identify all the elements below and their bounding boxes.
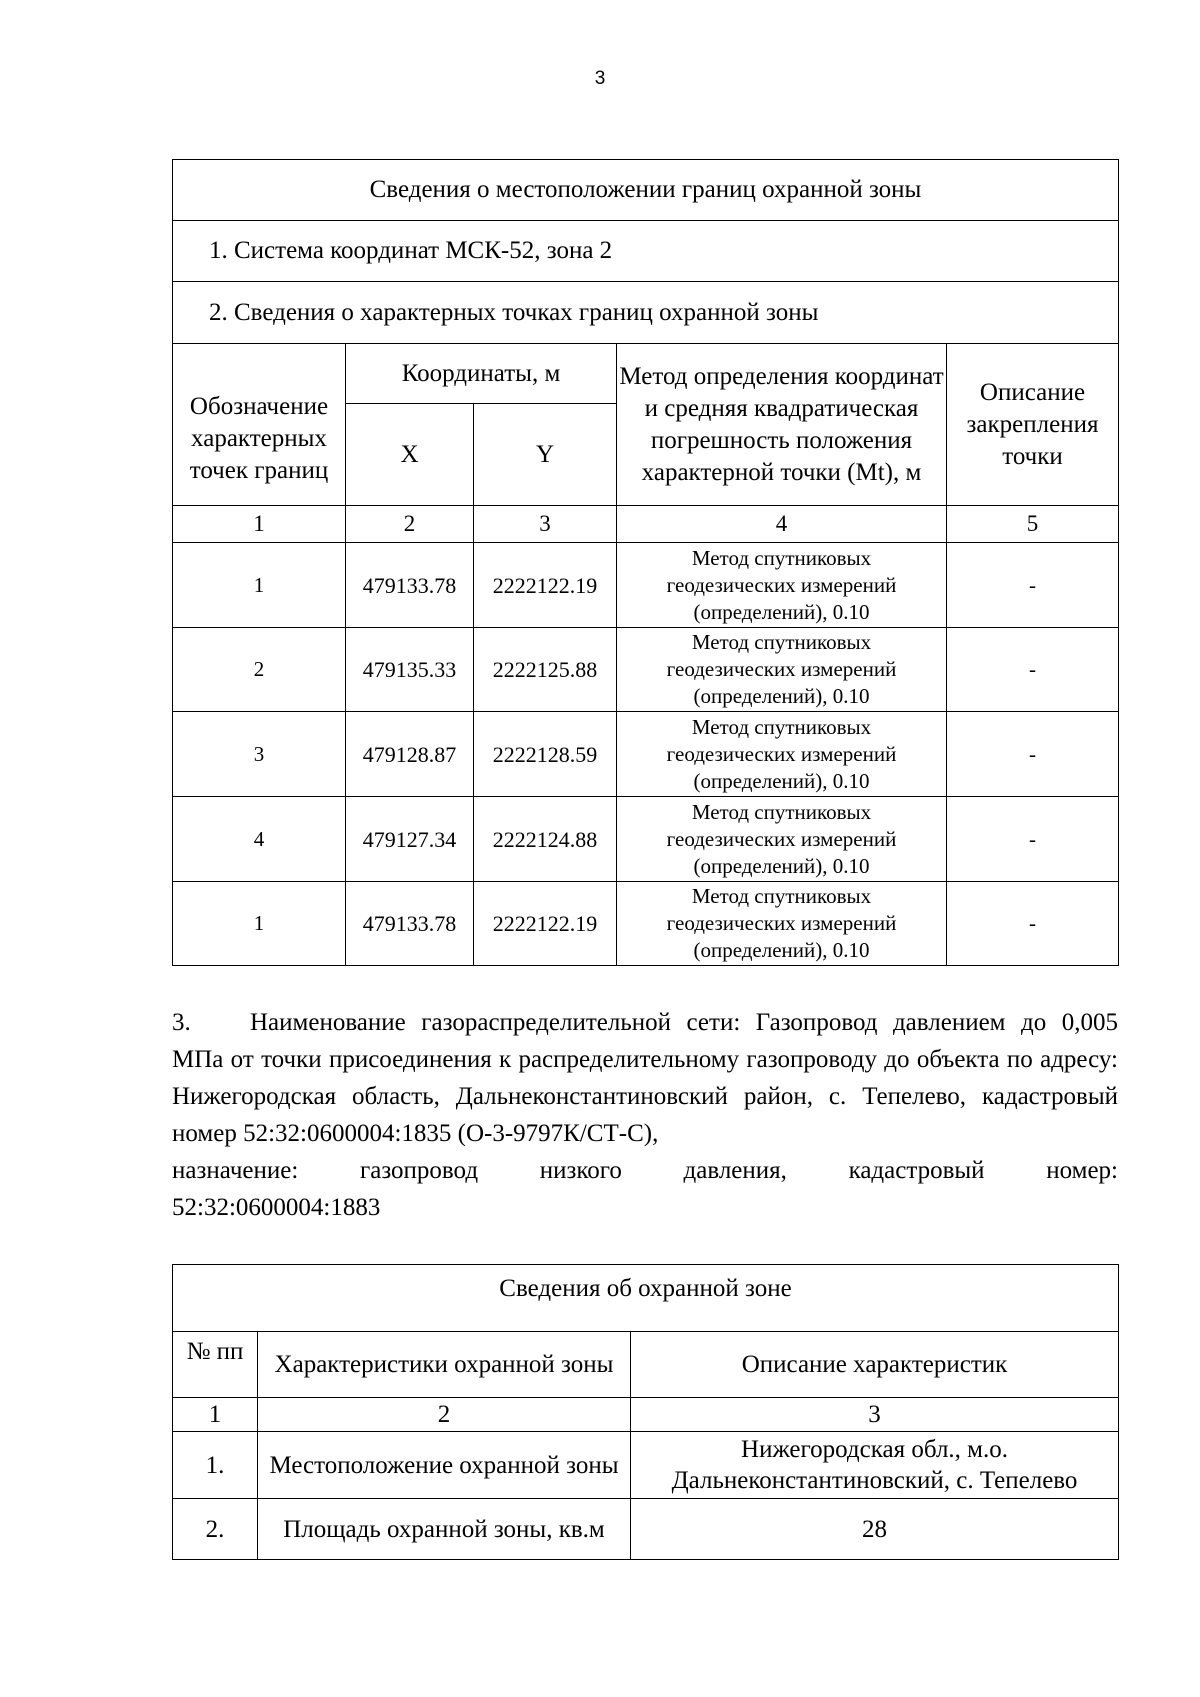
section-text: Наименование газораспределительной сети: Газопровод давлением до 0,005 МПа от точки присоединения к распределительному газопроводу до объекта по адресу: Нижегородская область, Дальнеконстантиновский район, с. Тепелево, кадастровый номер 52:32:0600004:1835 (О-3-9797К/СТ-С),: [172, 1009, 1118, 1147]
header-description: Описание закрепления точки: [947, 344, 1119, 506]
coordinate-system: 1. Система координат МСК-52, зона 2: [173, 221, 1119, 282]
header-x: X: [346, 404, 474, 506]
header-characteristic-description: Описание характеристик: [631, 1332, 1119, 1398]
column-number: 3: [631, 1398, 1119, 1432]
point-x: 479127.34: [346, 797, 474, 882]
column-number: 2: [258, 1398, 631, 1432]
point-id: 3: [173, 712, 346, 797]
point-id: 4: [173, 797, 346, 882]
header-number: № пп: [173, 1332, 258, 1398]
point-y: 2222122.19: [474, 543, 617, 628]
point-description: -: [947, 628, 1119, 712]
table-row: [173, 882, 1119, 966]
point-method: Метод спутниковых геодезических измерений (определений), 0.10: [617, 628, 947, 712]
point-id: 2: [173, 628, 346, 712]
point-id: 1: [173, 882, 346, 966]
section-number: 3.: [172, 1009, 191, 1036]
point-method: Метод спутниковых геодезических измерений (определений), 0.10: [617, 543, 947, 628]
table-row: [173, 628, 1119, 712]
point-x: 479133.78: [346, 882, 474, 966]
point-description: -: [947, 882, 1119, 966]
column-number: 3: [474, 506, 617, 543]
point-x: 479133.78: [346, 543, 474, 628]
point-description: -: [947, 797, 1119, 882]
column-number: 1: [173, 506, 346, 543]
table-row: [173, 712, 1119, 797]
table-row: [173, 1432, 1119, 1499]
point-method: Метод спутниковых геодезических измерений (определений), 0.10: [617, 712, 947, 797]
table2-title: Сведения об охранной зоне: [173, 1265, 1119, 1332]
point-id: 1: [173, 543, 346, 628]
point-x: 479128.87: [346, 712, 474, 797]
zone-info-table: [172, 1264, 1119, 1560]
row-characteristic: Площадь охранной зоны, кв.м: [258, 1499, 631, 1560]
header-designation: Обозначение характерных точек границ: [173, 344, 346, 506]
table-row: [173, 1499, 1119, 1560]
table-row: [173, 797, 1119, 882]
row-description: Нижегородская обл., м.о. Дальнеконстантиновский, с. Тепелево: [631, 1432, 1119, 1499]
section-text-last-line: назначение: газопровод низкого давления, кадастровый номер:: [172, 1157, 1118, 1184]
points-section-title: 2. Сведения о характерных точках границ охранной зоны: [173, 282, 1119, 344]
boundary-points-table: [172, 159, 1119, 966]
point-y: 2222125.88: [474, 628, 617, 712]
point-y: 2222128.59: [474, 712, 617, 797]
column-number: 1: [173, 1398, 258, 1432]
header-characteristic: Характеристики охранной зоны: [258, 1332, 631, 1398]
point-x: 479135.33: [346, 628, 474, 712]
table-row: [173, 543, 1119, 628]
row-number: 1.: [173, 1432, 258, 1499]
point-method: Метод спутниковых геодезических измерений (определений), 0.10: [617, 882, 947, 966]
page-number: 3: [594, 68, 606, 89]
table1-title: Сведения о местоположении границ охранной зоны: [173, 160, 1119, 221]
point-y: 2222122.19: [474, 882, 617, 966]
section-3-paragraph: [172, 1004, 1118, 1226]
row-number: 2.: [173, 1499, 258, 1560]
section-text-end: 52:32:0600004:1883: [172, 1194, 381, 1221]
column-number: 5: [947, 506, 1119, 543]
point-description: -: [947, 712, 1119, 797]
header-y: Y: [474, 404, 617, 506]
point-description: -: [947, 543, 1119, 628]
column-number: 4: [617, 506, 947, 543]
column-number: 2: [346, 506, 474, 543]
row-characteristic: Местоположение охранной зоны: [258, 1432, 631, 1499]
header-method: Метод определения координат и средняя квадратическая погрешность положения характерной точки (Mt), м: [617, 344, 947, 506]
row-description: 28: [631, 1499, 1119, 1560]
point-y: 2222124.88: [474, 797, 617, 882]
header-coordinates: Координаты, м: [346, 344, 617, 404]
point-method: Метод спутниковых геодезических измерений (определений), 0.10: [617, 797, 947, 882]
